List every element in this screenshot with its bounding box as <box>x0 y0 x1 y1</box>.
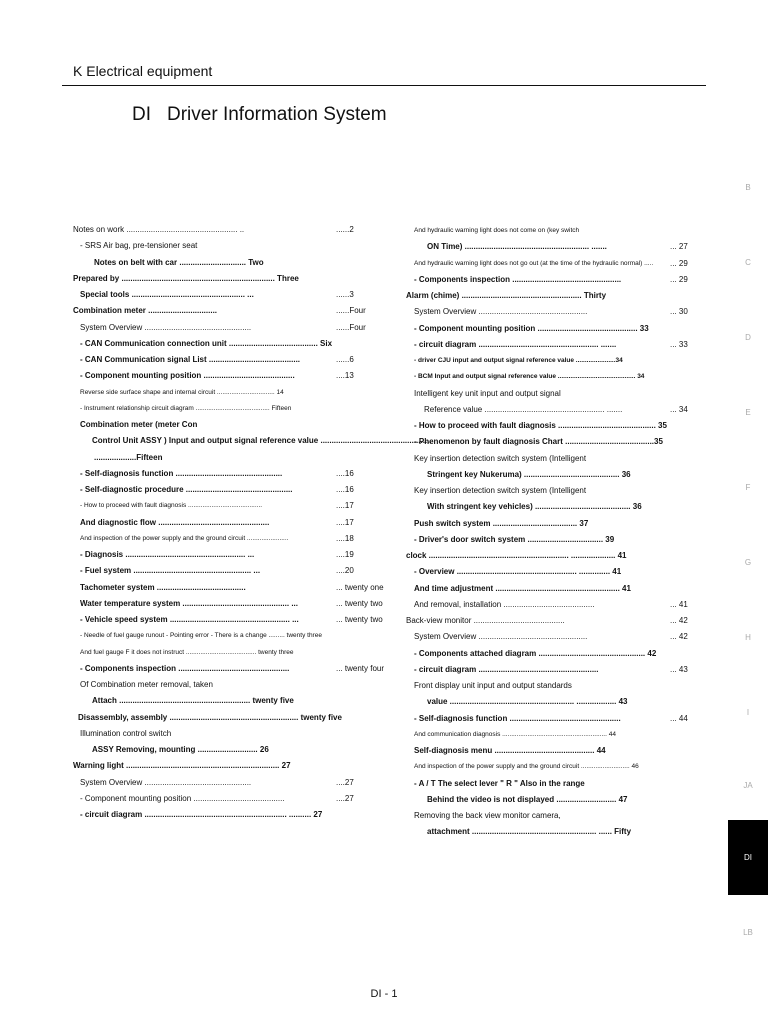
entry-title: Warning light ..................................................................... 27 <box>73 761 291 771</box>
entry-title: attachment ........................................................ ...... Fifty <box>427 827 632 837</box>
toc-right-entry <box>414 714 621 724</box>
toc-right-entry <box>414 584 631 594</box>
toc-left-entry <box>80 469 282 479</box>
toc-left-entry <box>73 274 299 284</box>
toc-right-entry <box>406 551 627 561</box>
section-title: K Electrical equipment <box>73 63 213 79</box>
entry-title: - A / T The select lever " R " Also in the range <box>414 778 585 788</box>
toc-right-entry <box>414 259 653 269</box>
entry-title: And removal, installation ......................................... <box>414 599 595 609</box>
toc-left-entry <box>80 599 298 609</box>
entry-title: ON Time) ........................................................ ....... <box>427 242 607 252</box>
entry-title: Attach ........................................................... twenty five <box>92 696 294 706</box>
side-tab-b[interactable]: B <box>745 183 751 192</box>
entry-title: Illumination control switch <box>80 728 172 738</box>
entry-title: System Overview ................................................. <box>414 307 588 317</box>
entry-title: Reference value ...................................................... ....... <box>424 404 623 414</box>
entry-page: ......2 <box>336 225 354 234</box>
entry-title: - Component mounting position ............................................. 33 <box>414 323 649 333</box>
side-tab-e[interactable]: E <box>745 408 751 417</box>
entry-page: ....13 <box>336 371 354 381</box>
entry-title: - driver CJU input and output signal reference value ......................34 <box>414 357 623 364</box>
side-tab-ja[interactable]: JA <box>743 781 753 790</box>
entry-page: ... twenty four <box>336 663 385 673</box>
entry-title: clock ............................................................... .................... 41 <box>406 551 627 560</box>
toc-right-entry <box>427 827 631 837</box>
entry-title: Key insertion detection switch system (Intelligent <box>414 453 587 463</box>
toc-right-entry <box>427 470 631 480</box>
entry-page: ... 30 <box>670 307 688 317</box>
side-tab-f[interactable]: F <box>745 483 751 492</box>
toc-left-entry <box>80 290 254 300</box>
side-tab-g[interactable]: G <box>744 558 752 567</box>
toc-left-entry <box>80 778 251 788</box>
entry-page: ......Four <box>336 306 366 316</box>
toc-right-entry <box>414 632 587 642</box>
entry-title: - Components inspection ................................................. <box>414 274 622 284</box>
toc-left-entry <box>80 501 262 511</box>
toc-left-entry <box>92 696 294 706</box>
toc-left-entry <box>80 729 171 739</box>
entry-title: Prepared by ..................................................................... Three <box>73 273 299 283</box>
toc-left-entry <box>80 631 322 641</box>
side-tab-d[interactable]: D <box>745 333 751 342</box>
toc-right-entry <box>414 746 606 756</box>
side-tab-h[interactable]: H <box>745 633 751 642</box>
entry-page: ....27 <box>336 793 354 803</box>
entry-title: - Self-diagnosis function ................................................ <box>80 468 283 478</box>
side-tab-lb[interactable]: LB <box>743 928 753 937</box>
toc-left-entry <box>78 713 342 723</box>
entry-page: ....18 <box>336 533 354 543</box>
entry-title: - How to proceed with fault diagnosis ............................................ 35 <box>414 421 667 430</box>
toc-right-entry <box>414 730 616 740</box>
entry-page: ... twenty two <box>336 615 383 624</box>
toc-right-entry <box>427 242 607 252</box>
toc-right-entry <box>414 372 644 382</box>
toc-left-entry <box>80 534 288 544</box>
toc-left-entry <box>80 615 299 625</box>
toc-left-entry <box>80 810 322 820</box>
entry-title: Front display unit input and output standards <box>414 681 572 690</box>
entry-title: Control Unit ASSY ) Input and output signal reference value .................................................. <box>92 436 432 446</box>
toc-right-entry <box>414 762 639 772</box>
entry-title: Special tools ................................................... ... <box>80 290 254 299</box>
toc-left-entry <box>80 518 269 528</box>
toc-right-entry <box>414 275 621 285</box>
entry-page: ....27 <box>336 777 354 787</box>
entry-title: With stringent key vehicles) ........................................... 36 <box>427 502 642 512</box>
toc-right-entry <box>414 307 587 317</box>
entry-title: - Self-diagnosis function .................................................. <box>414 713 621 723</box>
entry-page: ... 27 <box>670 242 688 252</box>
toc-left-entry <box>80 371 295 381</box>
toc-right-entry <box>414 389 561 399</box>
entry-page: ....16 <box>336 468 354 478</box>
toc-left-entry <box>94 453 162 463</box>
chapter-title <box>132 104 387 126</box>
toc-left-entry <box>80 680 213 690</box>
entry-title: Notes on belt with car .............................. Two <box>94 257 264 267</box>
toc-left-entry <box>92 745 269 755</box>
entry-title: Behind the video is not displayed ........................... 47 <box>427 794 628 804</box>
entry-page: ... 29 <box>670 274 688 284</box>
toc-left-entry <box>80 566 260 576</box>
entry-title: Self-diagnosis menu ............................................. 44 <box>414 746 606 755</box>
toc-right-entry <box>414 535 614 545</box>
toc-left-entry <box>80 323 251 333</box>
entry-title: - Fuel system ..................................................... ... <box>80 566 261 576</box>
entry-title: - Phenomenon by fault diagnosis Chart ........................................35 <box>414 437 663 447</box>
entry-title: Of Combination meter removal, taken <box>80 680 213 689</box>
entry-title: Notes on work .................................................. .. <box>73 225 245 234</box>
entry-title: - Diagnosis ...................................................... ... <box>80 550 255 559</box>
entry-title: Disassembly, assembly .......................................................... twenty five <box>78 712 342 722</box>
entry-title: And diagnostic flow .................................................. <box>80 517 270 527</box>
entry-page: ... twenty one <box>336 582 384 592</box>
entry-page: ... 33 <box>670 339 688 349</box>
entry-title: Reverse side surface shape and internal circuit ................................ 14 <box>80 388 284 396</box>
entry-title: - CAN Communication signal List ......................................... <box>80 355 301 364</box>
toc-left-entry <box>73 225 244 235</box>
entry-title: System Overview ................................................ <box>80 322 252 332</box>
toc-right-entry <box>414 779 585 789</box>
entry-title: - Components inspection .................................................. <box>80 663 290 673</box>
entry-title: And fuel gauge F it does not instruct ....................................... twenty three <box>80 648 294 656</box>
toc-right-entry <box>414 340 616 350</box>
side-tab-c[interactable]: C <box>745 258 751 267</box>
entry-page: ....19 <box>336 550 354 559</box>
toc-left-entry <box>80 404 291 414</box>
entry-page: ... 34 <box>670 404 688 414</box>
entry-page: ......3 <box>336 290 354 299</box>
toc-left-entry <box>80 794 285 804</box>
entry-page: ....17 <box>336 501 354 511</box>
toc-right-entry <box>427 795 627 805</box>
entry-title: System Overview ................................................. <box>414 632 588 642</box>
entry-title: And hydraulic warning light does not come on (key switch <box>414 227 580 234</box>
entry-title: - Components attached diagram ................................................ 42 <box>414 648 657 658</box>
toc-left-entry <box>80 485 292 495</box>
entry-title: - Needle of fuel gauge runout - Pointing error - There is a change ......... twenty three <box>80 632 322 640</box>
entry-title: - Component mounting position ......................................... <box>80 371 295 381</box>
entry-title: - circuit diagram ...................................................... <box>414 664 599 674</box>
toc-left-entry <box>80 339 332 349</box>
entry-page: ... 41 <box>670 599 688 609</box>
toc-right-entry <box>424 405 622 415</box>
toc-right-entry <box>414 567 621 577</box>
entry-title: - Vehicle speed system ...................................................... ... <box>80 615 299 624</box>
toc-right-entry <box>406 616 565 626</box>
entry-title: - Overview ...................................................... .............. 41 <box>414 567 622 577</box>
entry-page: ....20 <box>336 566 354 576</box>
entry-page: ... 42 <box>670 632 688 642</box>
entry-title: - circuit diagram ................................................................ .......... 27 <box>80 810 323 819</box>
side-tab-di[interactable]: DI <box>728 820 768 895</box>
entry-title: Removing the back view monitor camera, <box>414 811 561 820</box>
toc-left-entry <box>73 306 217 316</box>
entry-title: - SRS Air bag, pre-tensioner seat <box>80 241 198 251</box>
toc-left-entry <box>80 388 284 398</box>
entry-page: ......Four <box>336 322 366 332</box>
toc-right-entry <box>414 454 586 464</box>
entry-title: ...................Fifteen <box>94 452 163 462</box>
toc-right-entry <box>414 649 656 659</box>
entry-title: Push switch system ...................................... 37 <box>414 518 589 528</box>
toc-left-entry <box>80 648 294 658</box>
toc-right-entry <box>414 486 586 496</box>
toc-right-entry <box>414 421 667 431</box>
entry-title: ASSY Removing, mounting ........................... 26 <box>92 745 269 754</box>
toc-left-entry <box>80 420 197 430</box>
entry-title: - CAN Communication connection unit ........................................ Six <box>80 338 333 348</box>
entry-title: System Overview ................................................ <box>80 777 252 787</box>
entry-page: ... 44 <box>670 713 688 723</box>
toc-right-entry <box>414 681 572 691</box>
toc-right-entry <box>406 291 606 301</box>
page-number: DI - 1 <box>370 988 398 1000</box>
entry-title: Combination meter ............................... <box>73 306 218 316</box>
entry-page: ....16 <box>336 485 354 494</box>
entry-title: - Driver's door switch system .................................. 39 <box>414 534 615 544</box>
entry-title: And inspection of the power supply and the ground circuit ....................... <box>80 534 289 542</box>
entry-title: Combination meter (meter Con <box>80 420 198 429</box>
toc-left-entry <box>92 436 432 446</box>
toc-right-entry <box>427 697 628 707</box>
header-rule <box>62 85 706 86</box>
side-tab-i[interactable]: I <box>746 708 750 717</box>
entry-title: And communication diagnosis .......................................................... 44 <box>414 730 616 738</box>
toc-left-entry <box>73 761 291 771</box>
entry-page: ... 43 <box>670 664 688 674</box>
chapter-code: DI <box>132 104 151 125</box>
entry-title: - How to proceed with fault diagnosis ......................................... <box>80 502 263 510</box>
toc-right-entry <box>414 600 595 610</box>
toc-right-entry <box>414 356 623 366</box>
toc-right-entry <box>414 811 561 821</box>
toc-left-entry <box>80 241 197 251</box>
entry-title: value ........................................................ .................. 43 <box>427 697 628 707</box>
entry-title: Intelligent key unit input and output signal <box>414 388 561 398</box>
entry-title: And hydraulic warning light does not go out (at the time of the hydraulic normal) ..... <box>414 259 654 267</box>
entry-title: Key insertion detection switch system (Intelligent <box>414 486 587 495</box>
entry-page: ....17 <box>336 517 354 527</box>
entry-page: ... 42 <box>670 616 688 625</box>
entry-title: - circuit diagram ...................................................... ....... <box>414 339 617 349</box>
toc-left-entry <box>80 355 300 365</box>
entry-title: Stringent key Nukeruma) ........................................... 36 <box>427 469 631 479</box>
entry-title: - Instrument relationship circuit diagram ......................................... Fifteen <box>80 404 292 412</box>
toc-right-entry <box>414 226 579 236</box>
entry-title: - Component mounting position ......................................... <box>80 793 285 803</box>
toc-left-entry <box>80 583 246 593</box>
toc-left-entry <box>80 550 254 560</box>
entry-title: Tachometer system ........................................ <box>80 582 246 592</box>
chapter-name: Driver Information System <box>167 104 387 125</box>
toc-left-entry <box>94 258 264 268</box>
entry-title: - BCM Input and output signal reference value ........................................... 34 <box>414 373 645 381</box>
entry-title: Back-view monitor ......................................... <box>406 616 565 625</box>
toc-right-entry <box>414 519 588 529</box>
entry-title: Alarm (chime) ...................................................... Thirty <box>406 291 607 300</box>
entry-title: - Self-diagnostic procedure ................................................ <box>80 485 293 494</box>
entry-page: ... twenty two <box>336 598 383 608</box>
entry-page: ......6 <box>336 355 354 364</box>
toc-right-entry <box>414 324 649 334</box>
entry-title: Water temperature system ................................................ ... <box>80 598 298 608</box>
toc-left-entry <box>80 664 289 674</box>
entry-title: And inspection of the power supply and the ground circuit ........................... 46 <box>414 763 639 771</box>
entry-page: ... 29 <box>670 258 688 268</box>
toc-right-entry <box>414 665 598 675</box>
toc-right-entry <box>414 437 663 447</box>
toc-right-entry <box>427 502 642 512</box>
entry-title: And time adjustment ........................................................ 41 <box>414 583 631 593</box>
